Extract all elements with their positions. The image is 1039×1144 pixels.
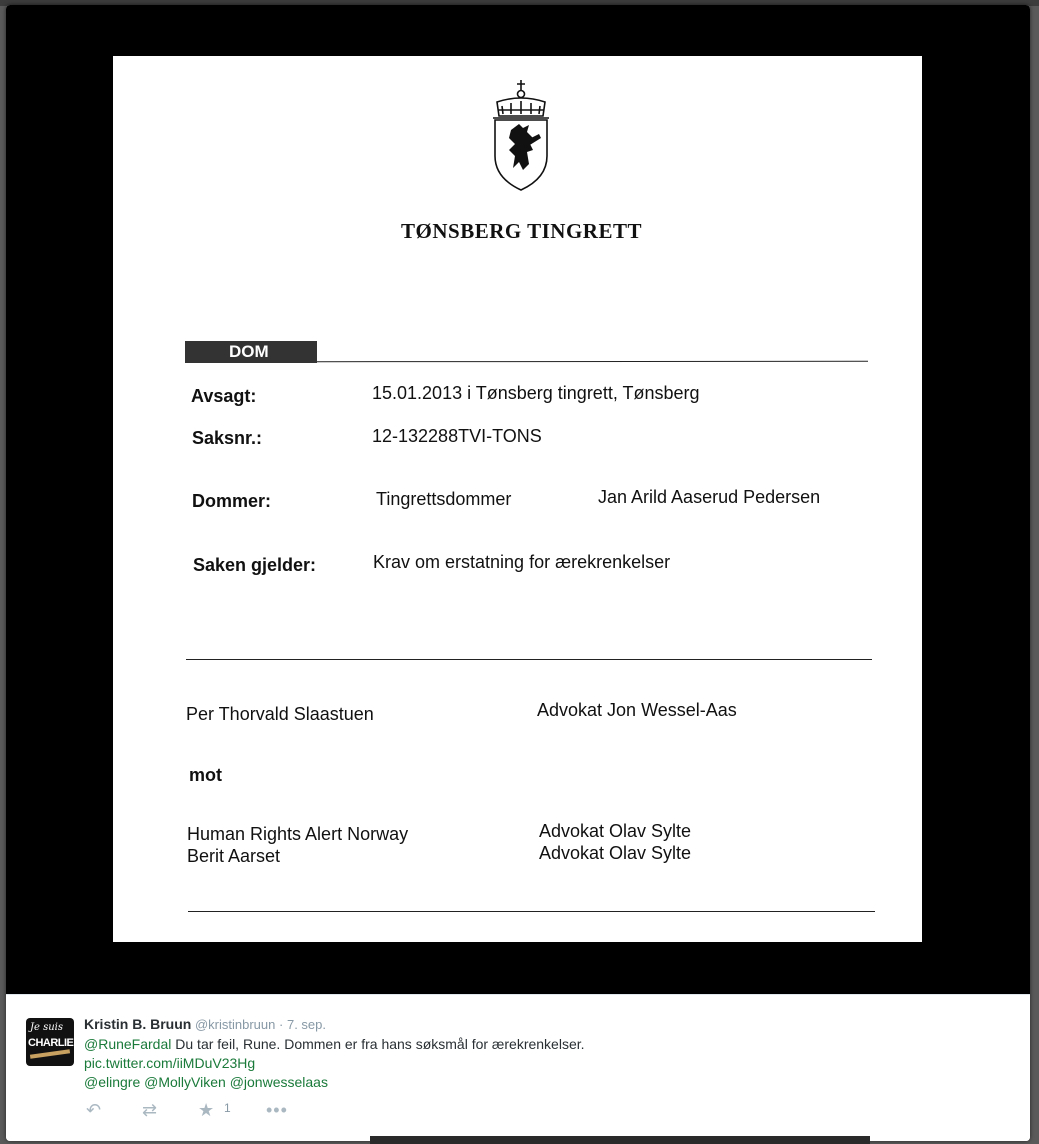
- tweet-header: [84, 1016, 326, 1032]
- background-page-text: [370, 1136, 870, 1144]
- saksnr-label: Saksnr.:: [192, 428, 263, 448]
- author-name[interactable]: Kristin B. Bruun: [84, 1016, 192, 1032]
- tweet-mentions-line: [84, 1074, 328, 1090]
- more-icon[interactable]: •••: [266, 1100, 288, 1120]
- favorite-count: 1: [224, 1101, 231, 1115]
- saken-label: Saken gjelder:: [193, 555, 317, 575]
- divider: [186, 659, 872, 660]
- saken-value: Krav om erstatning for ærekrenkelser: [373, 552, 671, 572]
- tweet-media-modal: [6, 5, 1030, 1141]
- retweet-icon[interactable]: ⇄: [142, 1100, 158, 1120]
- pic-link[interactable]: pic.twitter.com/iiMDuV23Hg: [84, 1055, 256, 1071]
- avsagt-label: Avsagt:: [191, 386, 257, 406]
- separator: ·: [279, 1017, 284, 1032]
- mention-link[interactable]: @MollyViken: [144, 1074, 226, 1090]
- reply-icon[interactable]: ↶: [86, 1100, 102, 1120]
- divider: [317, 361, 868, 362]
- avatar[interactable]: [26, 1018, 74, 1066]
- tweet-text: [84, 1036, 585, 1052]
- avatar-text: CHARLIE: [28, 1037, 74, 1049]
- plaintiff-name: Per Thorvald Slaastuen: [186, 704, 374, 724]
- mot-label: mot: [189, 765, 222, 785]
- dommer-label: Dommer:: [192, 491, 272, 511]
- avatar-text: Je suis: [30, 1022, 64, 1033]
- media-viewer[interactable]: [6, 5, 1030, 994]
- court-document-image: [113, 56, 922, 942]
- mention-link[interactable]: @jonwesselaas: [229, 1074, 328, 1090]
- defendant-lawyer-2: Advokat Olav Sylte: [539, 843, 692, 863]
- defendant-1: Human Rights Alert Norway: [187, 824, 409, 844]
- defendant-lawyer-1: Advokat Olav Sylte: [539, 821, 692, 841]
- avsagt-value: 15.01.2013 i Tønsberg tingrett, Tønsberg: [372, 383, 700, 403]
- saksnr-value: 12-132288TVI-TONS: [372, 426, 542, 446]
- pencil-icon: [30, 1049, 70, 1059]
- tweet: [6, 994, 1030, 1141]
- court-title: TØNSBERG TINGRETT: [401, 219, 642, 243]
- star-icon[interactable]: ★: [198, 1100, 215, 1120]
- mention-link[interactable]: @elingre: [84, 1074, 141, 1090]
- divider: [188, 911, 875, 912]
- tweet-body: Du tar feil, Rune. Dommen er fra hans søksmål for ærekrenkelser.: [171, 1036, 585, 1052]
- plaintiff-lawyer: Advokat Jon Wessel-Aas: [537, 700, 737, 720]
- dommer-name: Jan Arild Aaserud Pedersen: [598, 487, 821, 507]
- coat-of-arms-icon: [489, 78, 553, 192]
- doc-type-label: DOM: [185, 341, 317, 363]
- tweet-timestamp[interactable]: 7. sep.: [286, 1017, 326, 1032]
- tweet-pic-line: [84, 1055, 255, 1071]
- author-handle[interactable]: @kristinbruun: [194, 1017, 276, 1032]
- dommer-title: Tingrettsdommer: [376, 489, 512, 509]
- mention-link[interactable]: @RuneFardal: [84, 1036, 172, 1052]
- defendant-2: Berit Aarset: [187, 846, 281, 866]
